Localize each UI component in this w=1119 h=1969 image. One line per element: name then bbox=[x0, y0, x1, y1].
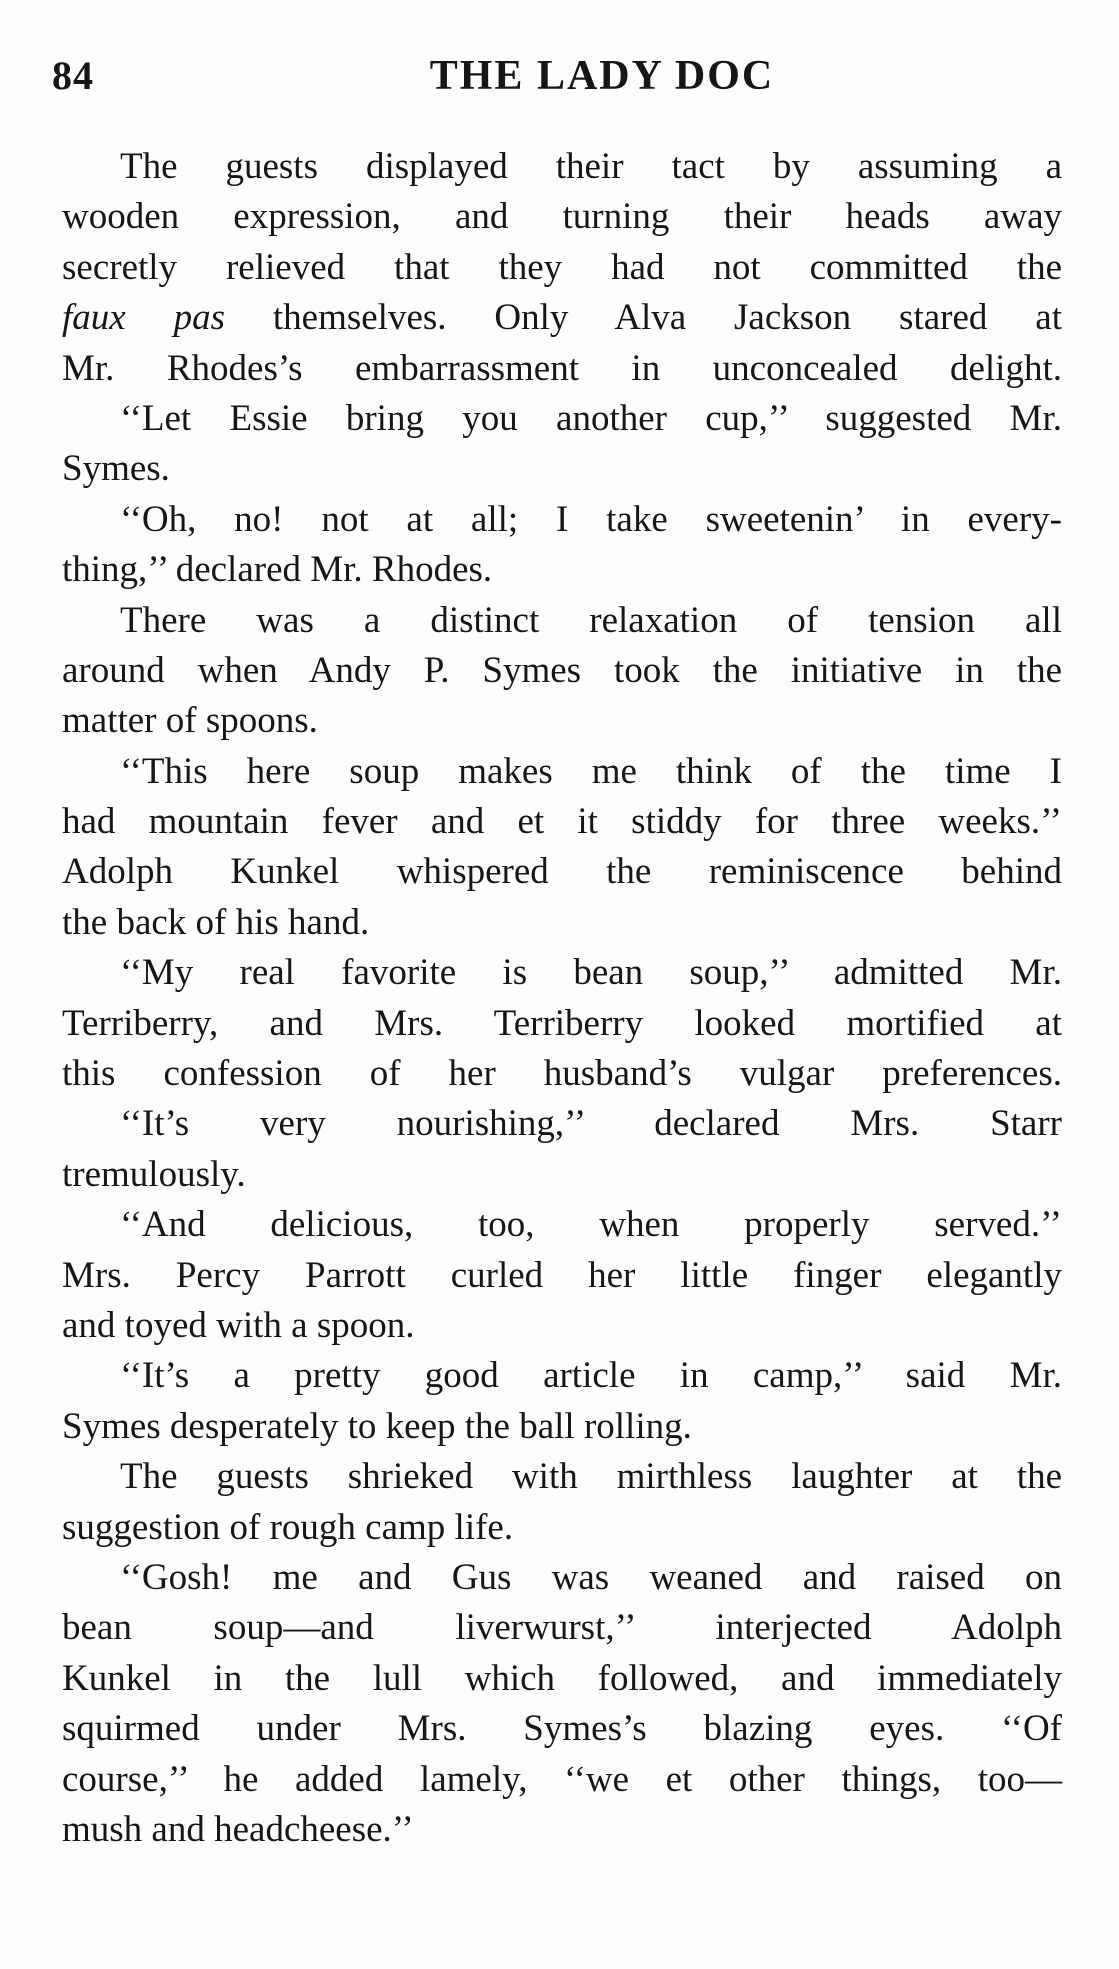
text-line: Symes. bbox=[62, 448, 170, 490]
text-line: Symes desperately to keep the ball rolling. bbox=[62, 1405, 692, 1447]
text-line: had mountain fever and et it stiddy for three weeks.’’ bbox=[62, 801, 1062, 843]
text-line: course,’’ he added lamely, ‘‘we et other things, too— bbox=[62, 1758, 1062, 1800]
text-line: Mrs. Percy Parrott curled her little finger elegantly bbox=[62, 1254, 1062, 1296]
text-line: ‘‘It’s a pretty good article in camp,’’ said Mr. bbox=[120, 1355, 1062, 1397]
text-line: ‘‘My real favorite is bean soup,’’ admitted Mr. bbox=[120, 952, 1062, 994]
text-line: tremulously. bbox=[62, 1153, 246, 1195]
text-line: ‘‘Oh, no! not at all; I take sweetenin’ in every- bbox=[120, 498, 1062, 540]
text-line: secretly relieved that they had not committed the bbox=[62, 246, 1062, 288]
text-line: Adolph Kunkel whispered the reminiscence behind bbox=[62, 851, 1062, 893]
text-line: around when Andy P. Symes took the initiative in the bbox=[62, 649, 1062, 691]
text-line: ‘‘And delicious, too, when properly served.’’ bbox=[120, 1204, 1062, 1246]
text-line: Terriberry, and Mrs. Terriberry looked mortified at bbox=[62, 1002, 1062, 1044]
text-line: ‘‘Gosh! me and Gus was weaned and raised on bbox=[120, 1556, 1062, 1598]
text-line: Mr. Rhodes’s embarrassment in unconcealed delight. bbox=[62, 347, 1062, 389]
body-text bbox=[62, 142, 1062, 1855]
text-line: matter of spoons. bbox=[62, 700, 318, 742]
text-line: There was a distinct relaxation of tension all bbox=[120, 599, 1062, 641]
text-line: thing,’’ declared Mr. Rhodes. bbox=[62, 549, 493, 591]
text-line: the back of his hand. bbox=[62, 901, 370, 943]
running-head bbox=[52, 52, 1062, 112]
page-number: 84 bbox=[52, 53, 94, 98]
running-title: THE LADY DOC bbox=[429, 53, 775, 99]
text-line: this confession of her husband’s vulgar preferences. bbox=[62, 1053, 1062, 1095]
text-line: ‘‘This here soup makes me think of the time I bbox=[120, 750, 1062, 792]
text-line: The guests displayed their tact by assuming a bbox=[120, 146, 1062, 187]
text-line: ‘‘Let Essie bring you another cup,’’ suggested Mr. bbox=[120, 397, 1062, 439]
text-line: Kunkel in the lull which followed, and immediately bbox=[62, 1657, 1062, 1699]
text-line: bean soup—and liverwurst,’’ interjected Adolph bbox=[62, 1607, 1062, 1649]
text-line: squirmed under Mrs. Symes’s blazing eyes. ‘‘Of bbox=[62, 1708, 1062, 1750]
text-line: ‘‘It’s very nourishing,’’ declared Mrs. Starr bbox=[120, 1103, 1062, 1145]
text-line: mush and headcheese.’’ bbox=[62, 1808, 414, 1850]
text-line: suggestion of rough camp life. bbox=[62, 1506, 514, 1548]
text-line: faux pas themselves. Only Alva Jackson stared at bbox=[62, 297, 1062, 339]
text-line: wooden expression, and turning their heads away bbox=[62, 196, 1062, 238]
text-line: The guests shrieked with mirthless laughter at the bbox=[120, 1456, 1062, 1498]
text-line: and toyed with a spoon. bbox=[62, 1304, 415, 1346]
